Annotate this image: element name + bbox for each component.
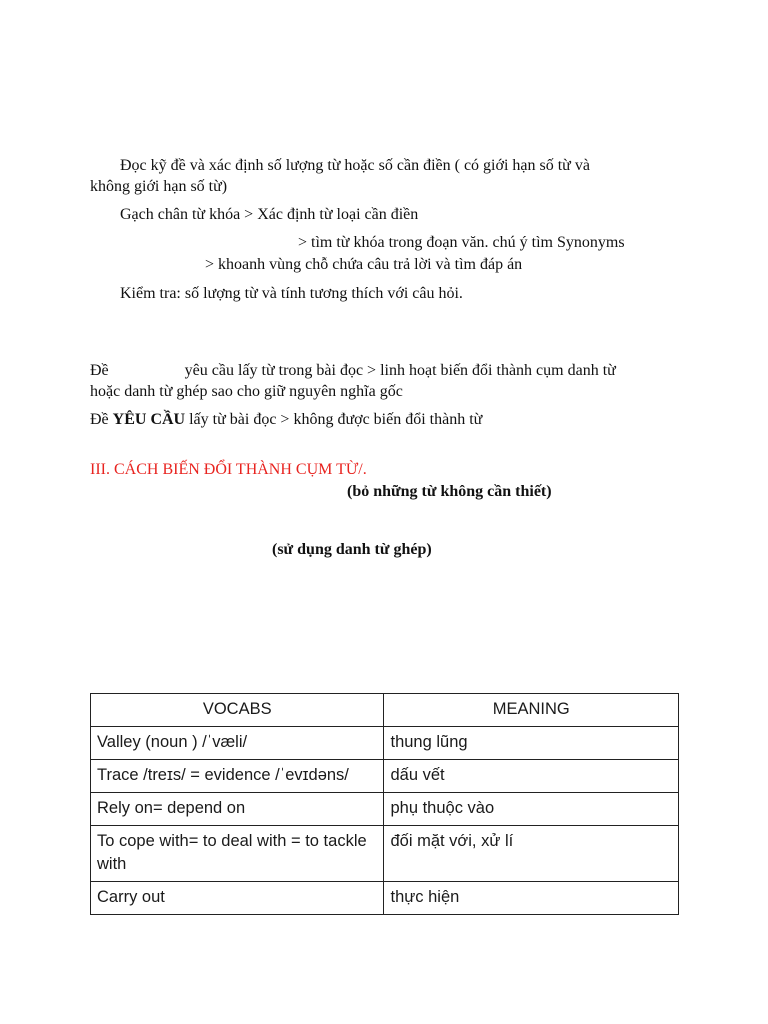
instruction-line-1-cont: không giới hạn số từ) xyxy=(90,178,228,195)
requirement-line-2 xyxy=(90,410,482,430)
requirement-line-1-cont: hoặc danh từ ghép sao cho giữ nguyên nghĩa gốc xyxy=(90,383,403,400)
table-row xyxy=(91,793,679,826)
vocab-cell: Valley (noun ) /ˈvæli/ xyxy=(91,727,384,760)
table-row xyxy=(91,760,679,793)
meaning-cell: phụ thuộc vào xyxy=(384,793,679,826)
meaning-cell: đối mặt với, xử lí xyxy=(384,826,679,882)
instruction-line-5: Kiểm tra: số lượng từ và tính tương thích với câu hỏi. xyxy=(120,285,463,302)
instruction-line-2: Gạch chân từ khóa > Xác định từ loại cần điền xyxy=(120,206,419,223)
meaning-cell: thung lũng xyxy=(384,727,679,760)
table-header-row xyxy=(91,694,679,727)
vocab-cell: Rely on= depend on xyxy=(91,793,384,826)
table-row xyxy=(91,882,679,915)
table-row xyxy=(91,727,679,760)
header-meaning: MEANING xyxy=(384,694,679,727)
instruction-line-4: > khoanh vùng chỗ chứa câu trả lời và tìm đáp án xyxy=(205,256,523,273)
requirement-bold: YÊU CẦU xyxy=(112,411,186,428)
requirement-text: yêu cầu lấy từ trong bài đọc > linh hoạt biến đổi thành cụm danh từ xyxy=(184,362,616,379)
requirement-de-label: Đề xyxy=(90,411,109,428)
vocab-table xyxy=(90,693,679,915)
vocab-cell: Carry out xyxy=(91,882,384,915)
note-compound-nouns: (sử dụng danh từ ghép) xyxy=(272,541,432,558)
vocab-cell: Trace /treɪs/ = evidence /ˈevɪdəns/ xyxy=(91,760,384,793)
vocab-cell: To cope with= to deal with = to tackle with xyxy=(91,826,384,882)
header-vocabs: VOCABS xyxy=(91,694,384,727)
table-row xyxy=(91,826,679,882)
requirement-line-1 xyxy=(90,361,616,381)
meaning-cell: thực hiện xyxy=(384,882,679,915)
meaning-cell: dấu vết xyxy=(384,760,679,793)
requirement-de-label: Đề xyxy=(90,362,109,379)
instruction-line-3: > tìm từ khóa trong đoạn văn. chú ý tìm Synonyms xyxy=(298,234,625,251)
instruction-line-1: Đọc kỹ đề và xác định số lượng từ hoặc số cần điền ( có giới hạn số từ và xyxy=(120,157,590,174)
requirement-text: lấy từ bài đọc > không được biến đổi thành từ xyxy=(189,411,483,428)
section-heading: III. CÁCH BIẾN ĐỔI THÀNH CỤM TỪ/. xyxy=(90,461,367,478)
note-remove-words: (bỏ những từ không cần thiết) xyxy=(347,483,552,500)
